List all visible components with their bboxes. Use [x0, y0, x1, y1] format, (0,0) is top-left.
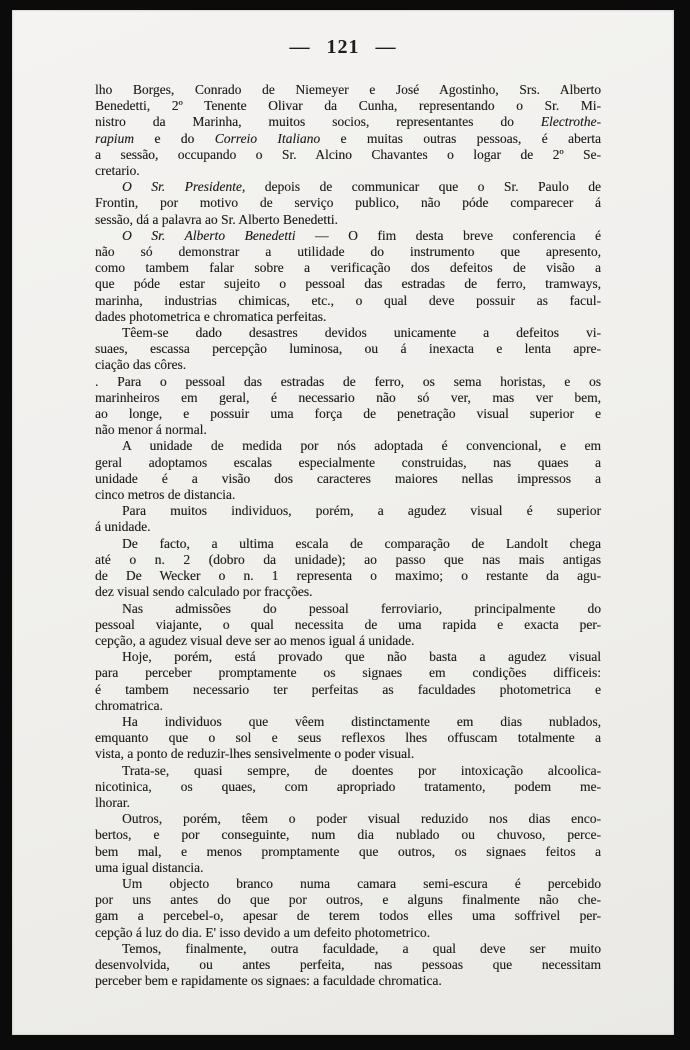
text-line: . Para o pessoal das estradas de ferro, os sema horistas, e os	[95, 373, 601, 389]
text-line: ao longe, e possuir uma força de penetração visual superior e	[95, 406, 601, 422]
text-line: não menor á normal.	[95, 422, 207, 438]
text-line: rapium e do Correio Italiano e muitas outras pessoas, é aberta	[95, 130, 601, 146]
text-line: de De Wecker o n. 1 representa o maximo; o restante da agu-	[95, 568, 601, 584]
text-line: suaes, escassa percepção luminosa, ou á inexacta e lenta apre-	[95, 341, 601, 357]
text-line: cinco metros de distancia.	[95, 487, 236, 503]
text-line: Benedetti, 2º Tenente Olivar da Cunha, representando o Sr. Mi-	[95, 98, 601, 114]
document-page	[12, 10, 674, 1035]
text-line: chromatrica.	[95, 697, 163, 713]
text-line: desenvolvida, ou antes perfeita, nas pessoas que necessitam	[95, 956, 601, 972]
text-line: unidade é a visão dos caracteres maiores nellas impressos a	[95, 470, 601, 486]
text-line: como tambem falar sobre a verificação dos defeitos de visão a	[95, 260, 601, 276]
text-line: lho Borges, Conrado de Niemeyer e José Agostinho, Srs. Alberto	[95, 82, 601, 97]
text-line: O Sr. Presidente, depois de communicar que o Sr. Paulo de	[122, 179, 601, 195]
text-line: bertos, e por conseguinte, num dia nublado ou chuvoso, perce-	[95, 827, 601, 843]
page-number: — 121 —	[289, 36, 397, 58]
text-line: Temos, finalmente, outra faculdade, a qual deve ser muito	[122, 940, 601, 956]
text-line: até o n. 2 (dobro da unidade); ao passo que nas mais antigas	[95, 551, 601, 567]
text-line: para perceber promptamente os signaes em condições difficeis:	[95, 665, 601, 681]
text-line: a sessão, occupando o Sr. Alcino Chavantes o logar de 2º Se-	[95, 146, 601, 162]
text-line: cepção, a agudez visual deve ser ao menos igual á unidade.	[95, 632, 415, 648]
text-line: dez visual sendo calculado por fracções.	[95, 584, 313, 600]
text-line: Um objecto branco numa camara semi-escura é percebido	[122, 875, 601, 891]
text-line: ciação das côres.	[95, 357, 187, 373]
text-line: Ha individuos que vêem distinctamente em dias nublados,	[122, 713, 601, 729]
text-line: nicotinica, os quaes, com apropriado tratamento, podem me-	[95, 778, 601, 794]
text-line: marinha, industrias chimicas, etc., o qual deve possuir as facul-	[95, 292, 601, 308]
text-line: vista, a ponto de reduzir-lhes sensivelmente o poder visual.	[95, 746, 415, 762]
text-line: perceber bem e rapidamente os signaes: a faculdade chromatica.	[95, 973, 442, 989]
text-line: é tambem necessario ter perfeitas as faculdades photometrica e	[95, 681, 601, 697]
text-line: gam a percebel-o, apesar de terem todos elles uma soffrivel per-	[95, 908, 601, 924]
text-line: emquanto que o sol e seus reflexos lhes offuscam totalmente a	[95, 730, 601, 746]
text-line: De facto, a ultima escala de comparação de Landolt chega	[122, 535, 601, 551]
text-line: cepção á luz do dia. E' isso devido a um defeito photometrico.	[95, 924, 430, 940]
text-line: bem mal, e menos promptamente que outros, os signaes feitos a	[95, 843, 601, 859]
text-line: Frontin, por motivo de serviço publico, não póde comparecer á	[95, 195, 601, 211]
text-line: nistro da Marinha, muitos socios, representantes do Electrothe-	[95, 114, 601, 130]
text-line: A unidade de medida por nós adoptada é convencional, e em	[122, 438, 601, 454]
text-line: lhorar.	[95, 794, 130, 810]
text-line: Têem-se dado desastres devidos unicamente a defeitos vi-	[122, 325, 601, 341]
text-line: que póde estar sujeito o pessoal das estradas de ferro, tramways,	[95, 276, 601, 292]
text-line: Outros, porém, têem o poder visual reduzido nos dias enco-	[122, 811, 601, 827]
text-line: cretario.	[95, 163, 140, 179]
text-line: não só demonstrar a utilidade do instrumento que apresento,	[95, 244, 601, 260]
text-line: Para muitos individuos, porém, a agudez visual é superior	[122, 503, 601, 519]
text-line: pessoal viajante, o qual necessita de uma rapida e exacta per-	[95, 616, 601, 632]
text-block	[95, 82, 601, 989]
text-line: por uns antes do que por outros, e alguns finalmente não che-	[95, 892, 601, 908]
text-line: marinheiros em geral, é necessario não só ver, mas ver bem,	[95, 389, 601, 405]
text-line: Hoje, porém, está provado que não basta a agudez visual	[122, 649, 601, 665]
text-line: á unidade.	[95, 519, 151, 535]
text-line: O Sr. Alberto Benedetti — O fim desta breve conferencia é	[122, 227, 601, 243]
text-line: dades photometrica e chromatica perfeitas.	[95, 308, 327, 324]
text-line: uma igual distancia.	[95, 859, 204, 875]
text-line: Trata-se, quasi sempre, de doentes por intoxicação alcoolica-	[122, 762, 601, 778]
text-line: sessão, dá a palavra ao Sr. Alberto Benedetti.	[95, 211, 338, 227]
text-line: Nas admissões do pessoal ferroviario, principalmente do	[122, 600, 601, 616]
text-line: geral adoptamos escalas especialmente construidas, nas quaes a	[95, 454, 601, 470]
